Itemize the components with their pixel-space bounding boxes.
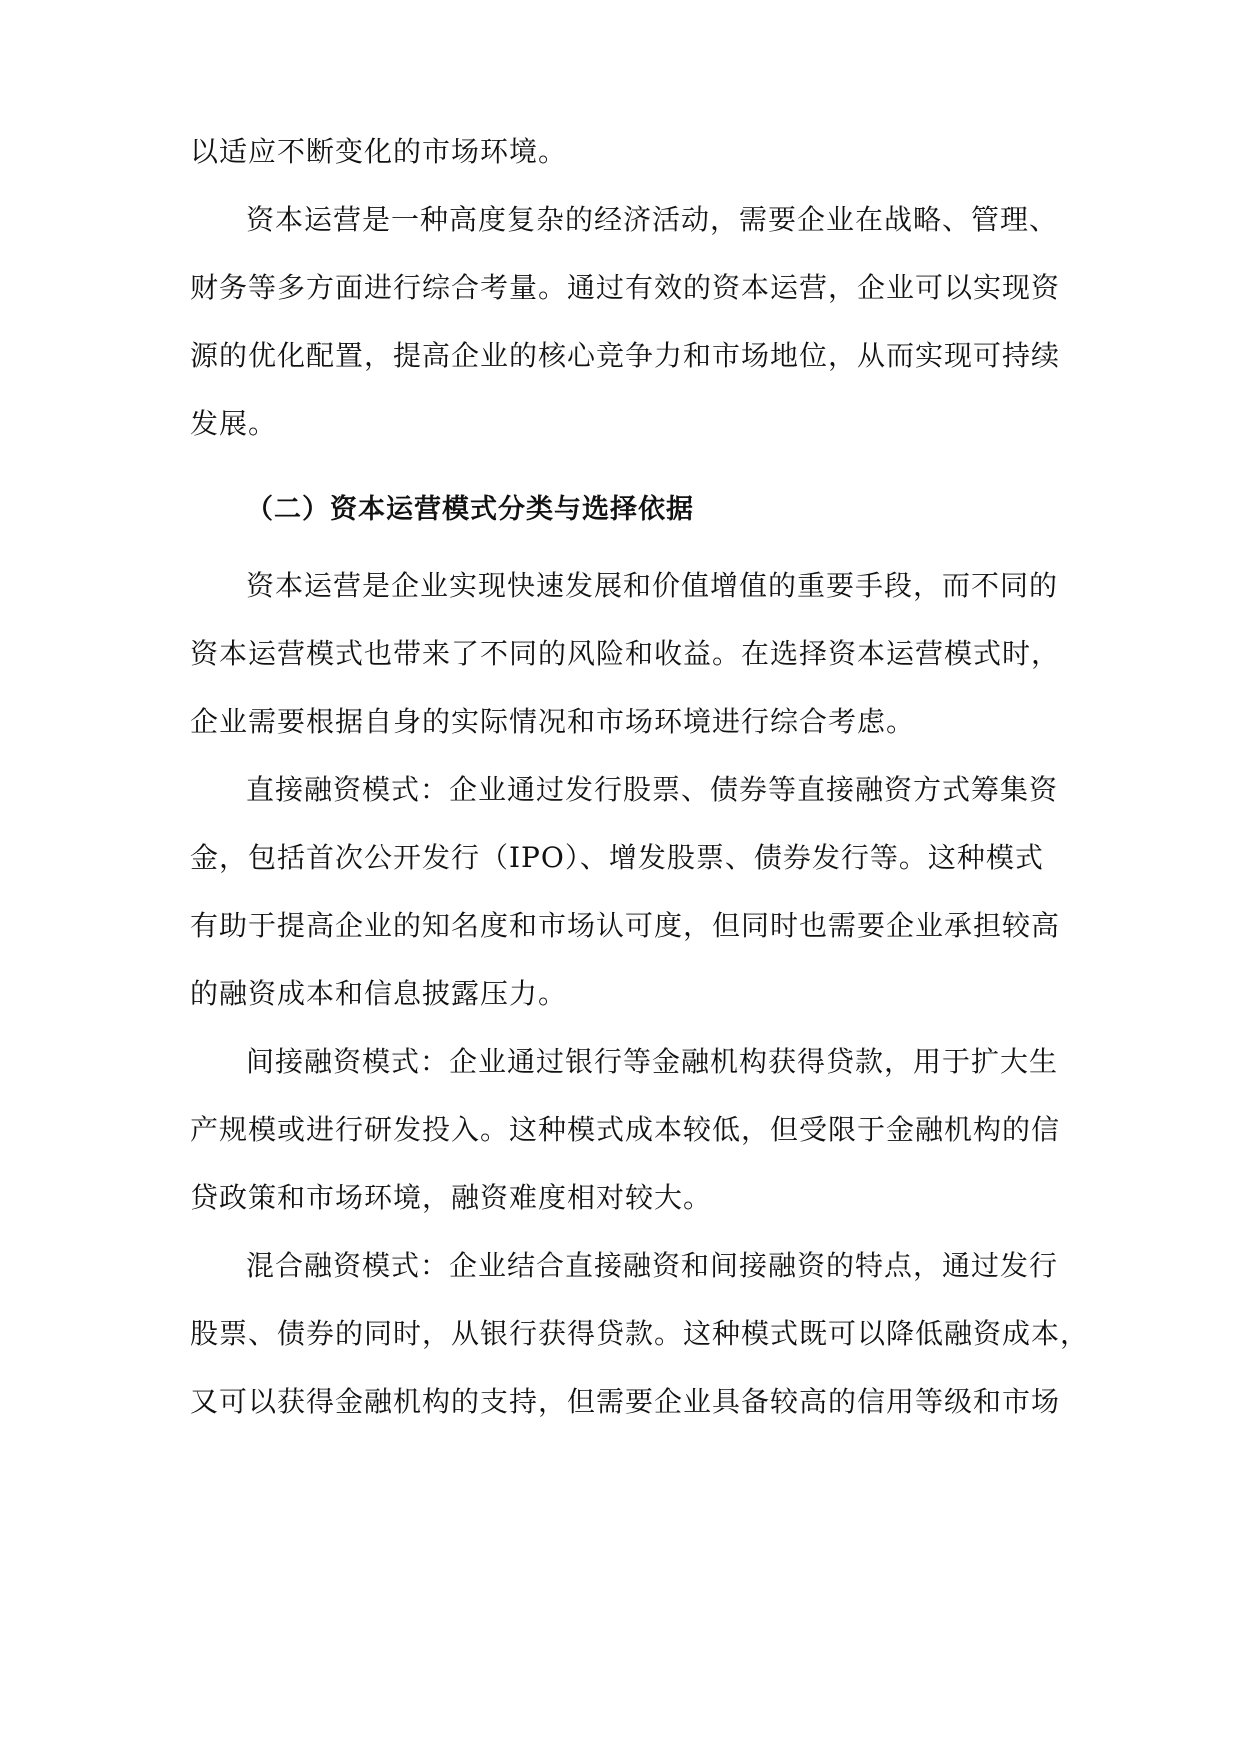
paragraph-5-line-1: 间接融资模式：企业通过银行等金融机构获得贷款，用于扩大生 xyxy=(246,1045,1059,1078)
paragraph-2-line-4: 发展。 xyxy=(190,407,278,440)
section-heading: （二）资本运营模式分类与选择依据 xyxy=(246,494,694,525)
paragraph-6-line-3: 又可以获得金融机构的支持，但需要企业具备较高的信用等级和市场 xyxy=(190,1385,1061,1418)
paragraph-4-line-1: 直接融资模式：企业通过发行股票、债券等直接融资方式筹集资 xyxy=(246,773,1059,806)
paragraph-2-line-1: 资本运营是一种高度复杂的经济活动，需要企业在战略、管理、 xyxy=(246,203,1059,236)
paragraph-1-line-1: 以适应不断变化的市场环境。 xyxy=(190,135,568,168)
paragraph-6-line-1: 混合融资模式：企业结合直接融资和间接融资的特点，通过发行 xyxy=(246,1249,1059,1282)
paragraph-2-line-2: 财务等多方面进行综合考量。通过有效的资本运营，企业可以实现资 xyxy=(190,271,1061,304)
paragraph-3-line-2: 资本运营模式也带来了不同的风险和收益。在选择资本运营模式时， xyxy=(190,637,1061,670)
paragraph-6-line-2: 股票、债券的同时，从银行获得贷款。这种模式既可以降低融资成本， xyxy=(190,1317,1090,1350)
paragraph-5-line-2: 产规模或进行研发投入。这种模式成本较低，但受限于金融机构的信 xyxy=(190,1113,1061,1146)
paragraph-4-line-4: 的融资成本和信息披露压力。 xyxy=(190,977,568,1010)
paragraph-4-line-3: 有助于提高企业的知名度和市场认可度，但同时也需要企业承担较高 xyxy=(190,909,1061,942)
paragraph-5-line-3: 贷政策和市场环境，融资难度相对较大。 xyxy=(190,1181,713,1214)
paragraph-3-line-1: 资本运营是企业实现快速发展和价值增值的重要手段，而不同的 xyxy=(246,569,1059,602)
paragraph-3-line-3: 企业需要根据自身的实际情况和市场环境进行综合考虑。 xyxy=(190,705,916,738)
paragraph-4-line-2: 金，包括首次公开发行（IPO）、增发股票、债券发行等。这种模式 xyxy=(190,841,1044,874)
paragraph-2-line-3: 源的优化配置，提高企业的核心竞争力和市场地位，从而实现可持续 xyxy=(190,339,1061,372)
